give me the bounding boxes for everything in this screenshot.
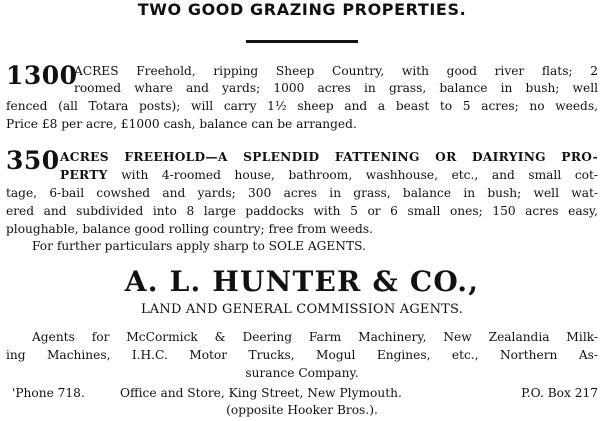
opposite-note: (opposite Hooker Bros.). [226,403,378,417]
headline: TWO GOOD GRAZING PROPERTIES. [137,0,467,19]
firm-name: A. L. HUNTER & CO., [124,265,480,298]
property-2-acreage: 350 [6,146,60,175]
firm-subtitle: LAND AND GENERAL COMMISSION AGENTS. [140,302,464,317]
phone-number: 'Phone 718. [12,386,85,400]
property-2-line-6: For further particulars apply sharp to SOLE AGENTS. [32,239,366,253]
property-2-line-2 [60,168,598,183]
agents-line-2: ing Machines, I.H.C. Motor Trucks, Mogul Engines, etc., Northern As- [6,348,598,362]
property-1-line-2: roomed whare and yards; 1000 acres in grass, balance in bush; well [74,81,598,95]
divider-rule [246,40,358,43]
agents-line-3: surance Company. [245,366,359,380]
property-1-line-3: fenced (all Totara posts); will carry 1½ sheep and a beast to 5 acres; no weeds, [6,99,598,113]
agents-line-1: Agents for McCormick & Deering Farm Machinery, New Zealandia Milk- [32,330,598,344]
property-2-line-3: tage, 6-bail cowshed and yards; 300 acres in grass, balance in bush; well wat- [6,186,598,200]
po-box: P.O. Box 217 [521,386,598,400]
property-2-line-5: ploughable, balance good rolling country; free from weeds. [6,222,373,236]
property-2-line-1: ACRES FREEHOLD—A SPLENDID FATTENING OR DAIRYING PRO- [60,150,598,164]
property-2-line-4: ered and subdivided into 8 large paddocks with 5 or 6 small ones; 150 acres easy, [6,204,598,218]
property-2-line-2-caps: PERTY [60,168,108,182]
property-2-line-2-rest: with 4-roomed house, bathroom, washhouse, etc., and small cot- [121,168,599,182]
property-1-line-1: ACRES Freehold, ripping Sheep Country, with good river flats; 2 [74,64,598,78]
office-address: Office and Store, King Street, New Plymouth. [120,386,402,400]
property-1-line-4: Price £8 per acre, £1000 cash, balance can be arranged. [6,117,357,131]
property-1-acreage: 1300 [6,61,78,90]
